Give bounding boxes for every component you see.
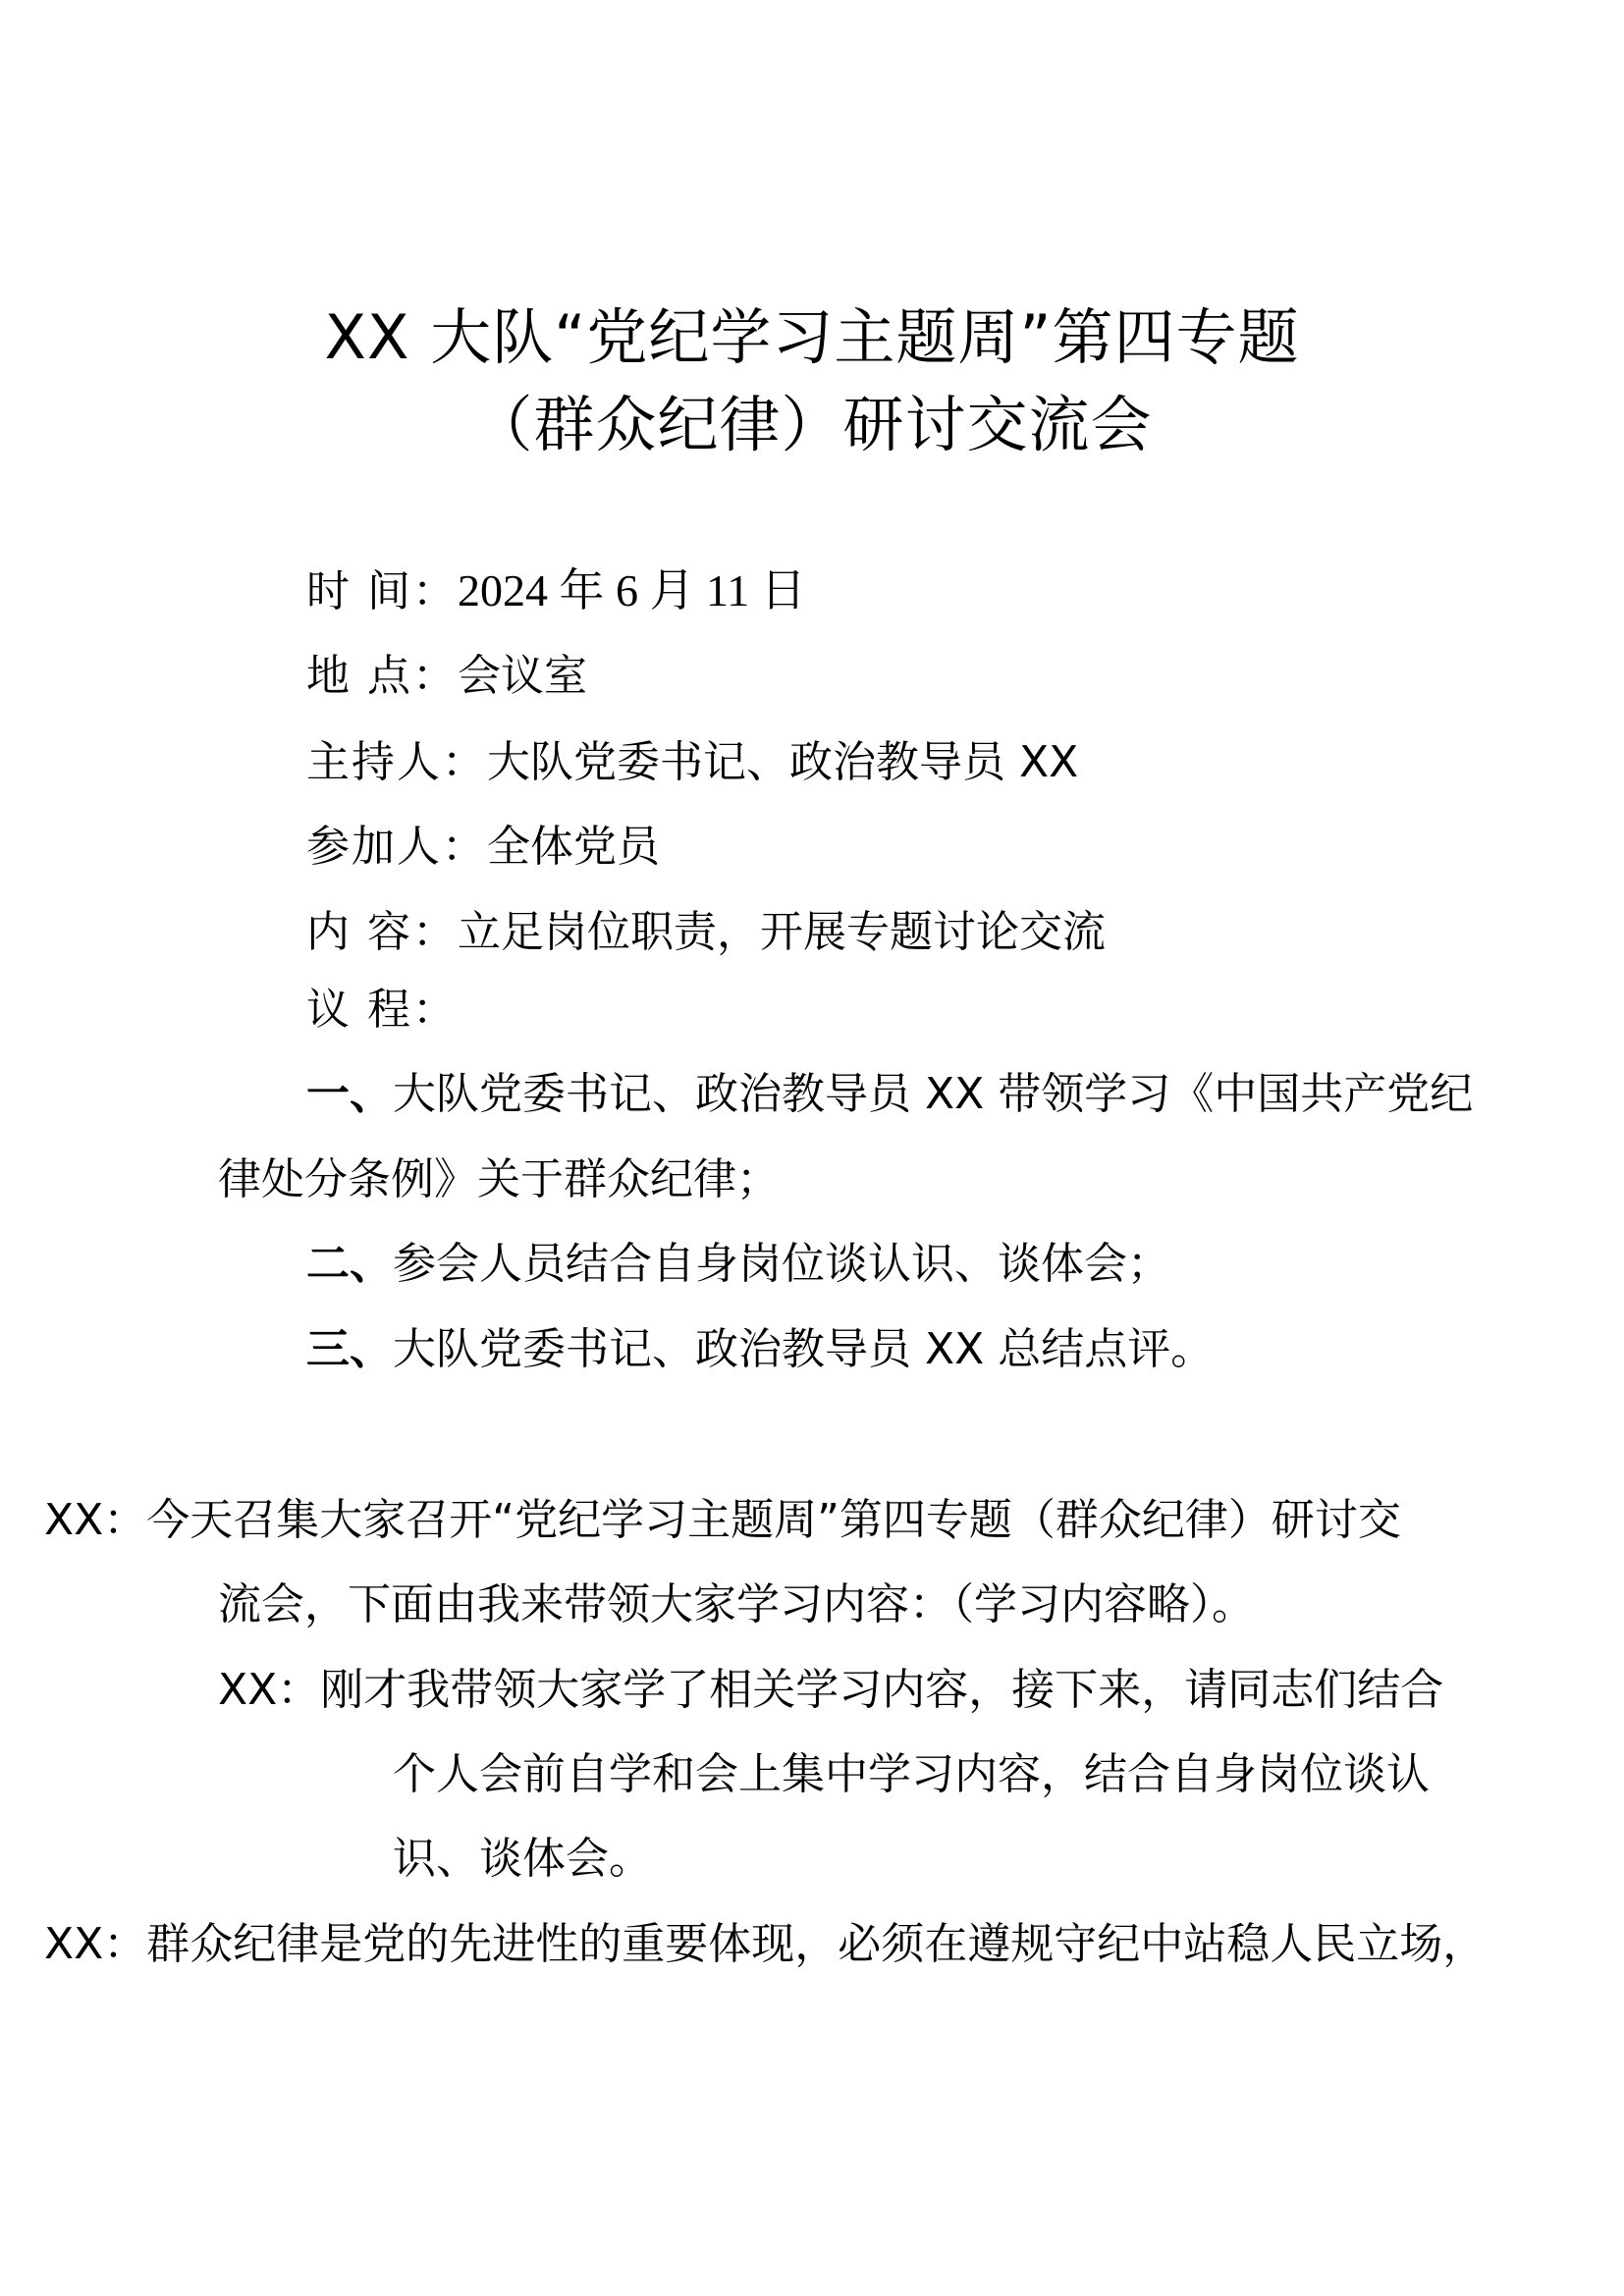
agenda-item-1-number: 一、 [306,1069,393,1119]
attendees-label: 参加人： [306,822,487,872]
content-label: 内 容： [306,907,458,957]
speech-3-line-1: XX：群众纪律是党的先进性的重要体现，必须在遵规守纪中站稳人民立场， [44,1919,1487,1969]
place-value: 会议室 [458,651,587,701]
meta-host [306,738,1078,787]
document-title-line-2: （群众纪律）研讨交流会 [471,389,1153,460]
meta-content [306,908,1106,957]
speech-2-line-3: 识、谈体会。 [393,1834,652,1884]
speech-1-line-2: 流会，下面由我来带领大家学习内容：（学习内容略）。 [218,1579,1255,1629]
meta-place [306,652,587,701]
place-label: 地 点： [306,651,458,701]
time-label: 时 间： [306,566,458,616]
agenda-item-3-text: 大队党委书记、政治教导员 XX 总结点评。 [393,1324,1215,1374]
content-value: 立足岗位职责，开展专题讨论交流 [458,907,1106,957]
speech-1-line-1: XX：今天召集大家召开“党纪学习主题周”第四专题（群众纪律）研讨交 [44,1495,1401,1545]
agenda-item-1-text: 大队党委书记、政治教导员 XX 带领学习《中国共产党纪 [393,1069,1474,1119]
host-value: 大队党委书记、政治教导员 XX [487,737,1079,787]
time-value: 2024 年 6 月 11 日 [458,565,806,615]
meta-time [306,566,806,616]
meta-attendees [306,823,660,872]
agenda-item-3-number: 三、 [306,1324,393,1374]
agenda-item-2-text: 参会人员结合自身岗位谈认识、谈体会； [393,1239,1170,1289]
document-title-line-1: XX 大队“党纪学习主题周”第四专题 [324,301,1300,373]
host-label: 主持人： [306,737,487,787]
speech-2-line-1: XX：刚才我带领大家学了相关学习内容，接下来，请同志们结合 [218,1665,1444,1715]
agenda-item-2-number: 二、 [306,1239,393,1289]
agenda-item-1 [306,1070,1473,1119]
agenda-label: 议 程： [306,985,458,1035]
attendees-value: 全体党员 [487,822,660,872]
agenda-item-2 [306,1240,1170,1289]
agenda-item-1-continuation: 律处分条例》关于群众纪律； [218,1154,780,1204]
meta-agenda [306,986,458,1035]
speech-2-line-2: 个人会前自学和会上集中学习内容，结合自身岗位谈认 [393,1749,1430,1799]
agenda-item-3 [306,1325,1214,1374]
